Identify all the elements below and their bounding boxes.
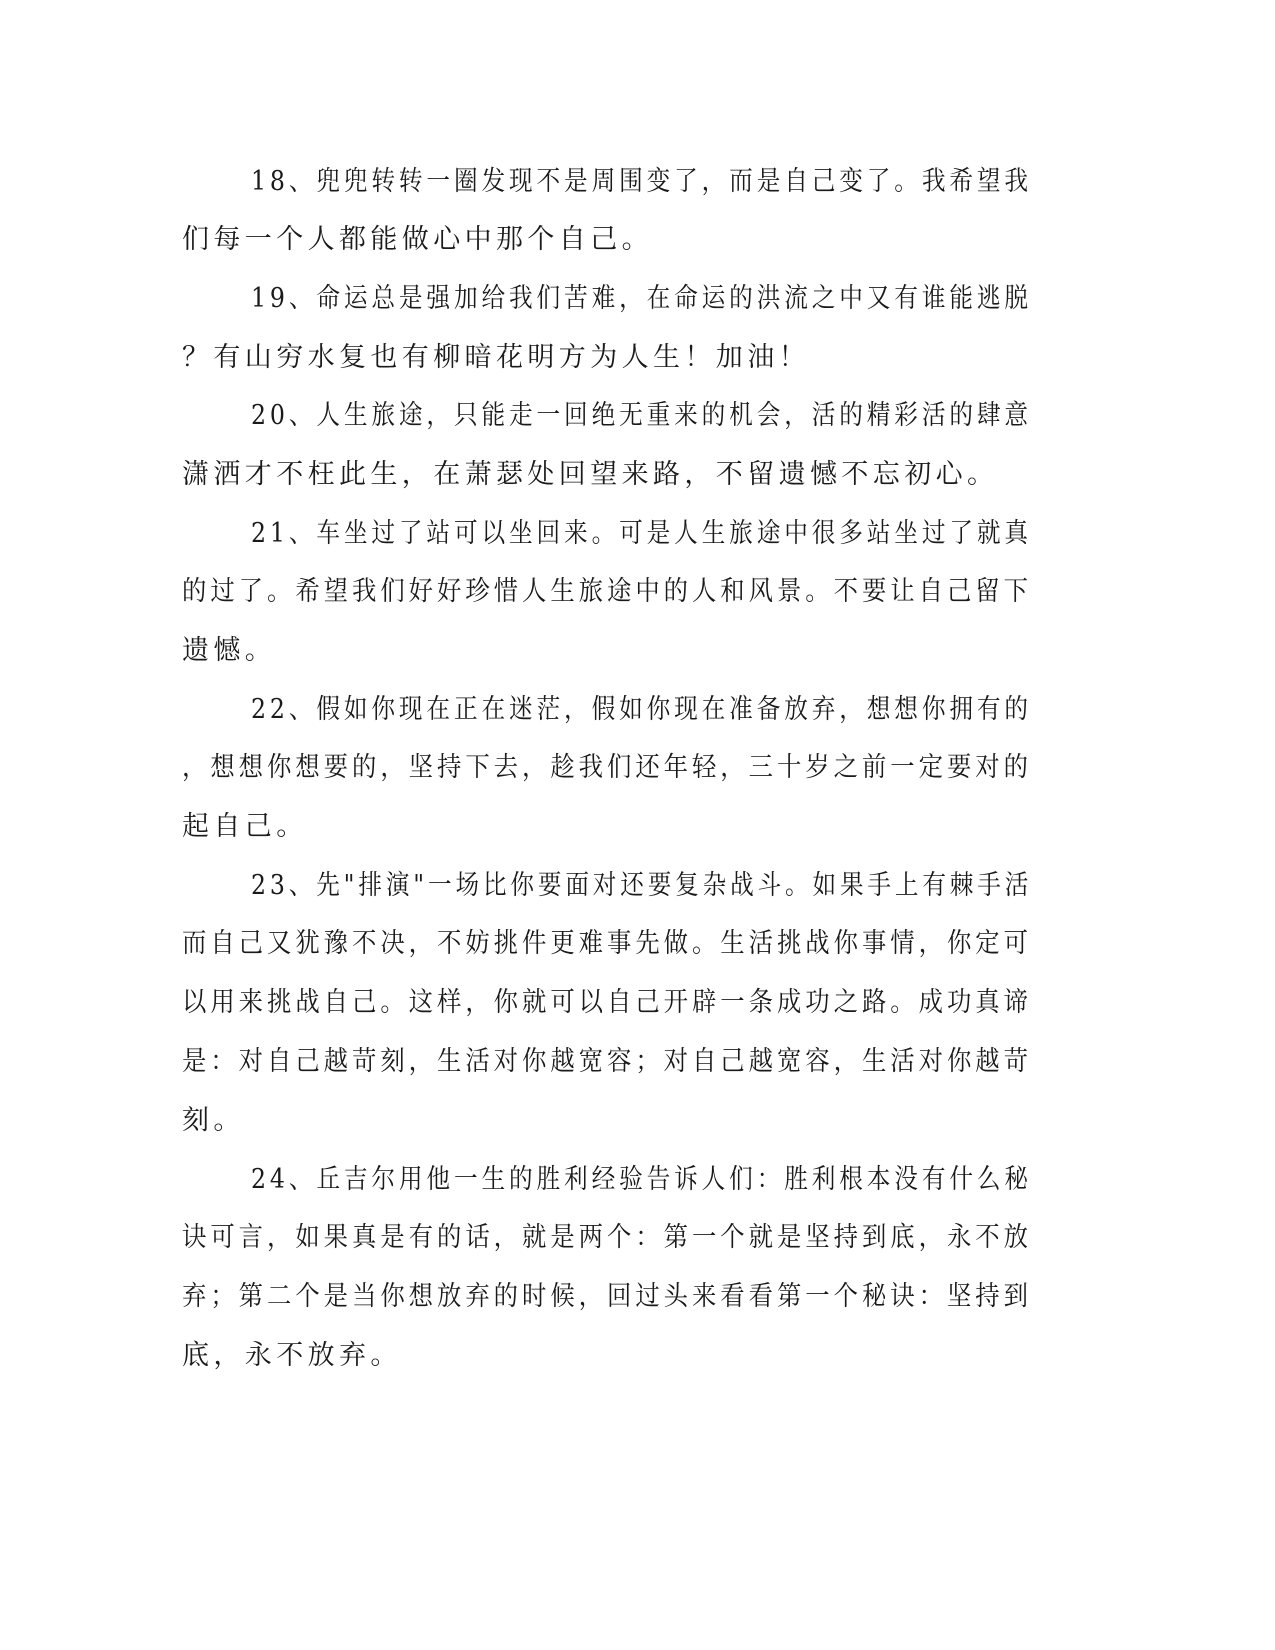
paragraph-19-line-2: ？有山穷水复也有柳暗花明方为人生！加油！ bbox=[182, 342, 810, 373]
paragraph-24-line-1: 24、丘吉尔用他一生的胜利经验告诉人们：胜利根本没有什么秘 bbox=[251, 1164, 1032, 1195]
paragraph-21-line-1: 21、车坐过了站可以坐回来。可是人生旅途中很多站坐过了就真 bbox=[251, 518, 1032, 549]
paragraph-23-line-5: 刻。 bbox=[182, 1105, 245, 1136]
paragraph-22-line-2: ，想想你想要的，坚持下去，趁我们还年轻，三十岁之前一定要对的 bbox=[182, 752, 1032, 783]
paragraph-23-line-3: 以用来挑战自己。这样，你就可以自己开辟一条成功之路。成功真谛 bbox=[182, 987, 1032, 1018]
paragraph-23-line-4: 是：对自己越苛刻，生活对你越宽容；对自己越宽容，生活对你越苛 bbox=[182, 1046, 1032, 1077]
paragraph-22-line-1: 22、假如你现在正在迷茫，假如你现在准备放弃，想想你拥有的 bbox=[251, 694, 1032, 725]
paragraph-21-line-2: 的过了。希望我们好好珍惜人生旅途中的人和风景。不要让自己留下 bbox=[182, 576, 1032, 607]
paragraph-23-line-2: 而自己又犹豫不决，不妨挑件更难事先做。生活挑战你事情，你定可 bbox=[182, 928, 1032, 959]
paragraph-20-line-2: 潇洒才不枉此生，在萧瑟处回望来路，不留遗憾不忘初心。 bbox=[182, 459, 999, 490]
paragraph-24-line-2: 诀可言，如果真是有的话，就是两个：第一个就是坚持到底，永不放 bbox=[182, 1222, 1032, 1253]
paragraph-18-line-2: 们每一个人都能做心中那个自己。 bbox=[182, 224, 653, 255]
paragraph-24-line-4: 底，永不放弃。 bbox=[182, 1340, 402, 1371]
paragraph-24-line-3: 弃；第二个是当你想放弃的时候，回过头来看看第一个秘诀：坚持到 bbox=[182, 1281, 1032, 1312]
paragraph-20-line-1: 20、人生旅途，只能走一回绝无重来的机会，活的精彩活的肆意 bbox=[251, 400, 1032, 431]
paragraph-23-line-1: 23、先"排演"一场比你要面对还要复杂战斗。如果手上有棘手活 bbox=[251, 870, 1033, 901]
paragraph-19-line-1: 19、命运总是强加给我们苦难，在命运的洪流之中又有谁能逃脱 bbox=[251, 283, 1032, 314]
paragraph-21-line-3: 遗憾。 bbox=[182, 635, 277, 666]
paragraph-18-line-1: 18、兜兜转转一圈发现不是周围变了，而是自己变了。我希望我 bbox=[251, 166, 1032, 197]
paragraph-22-line-3: 起自己。 bbox=[182, 811, 308, 842]
